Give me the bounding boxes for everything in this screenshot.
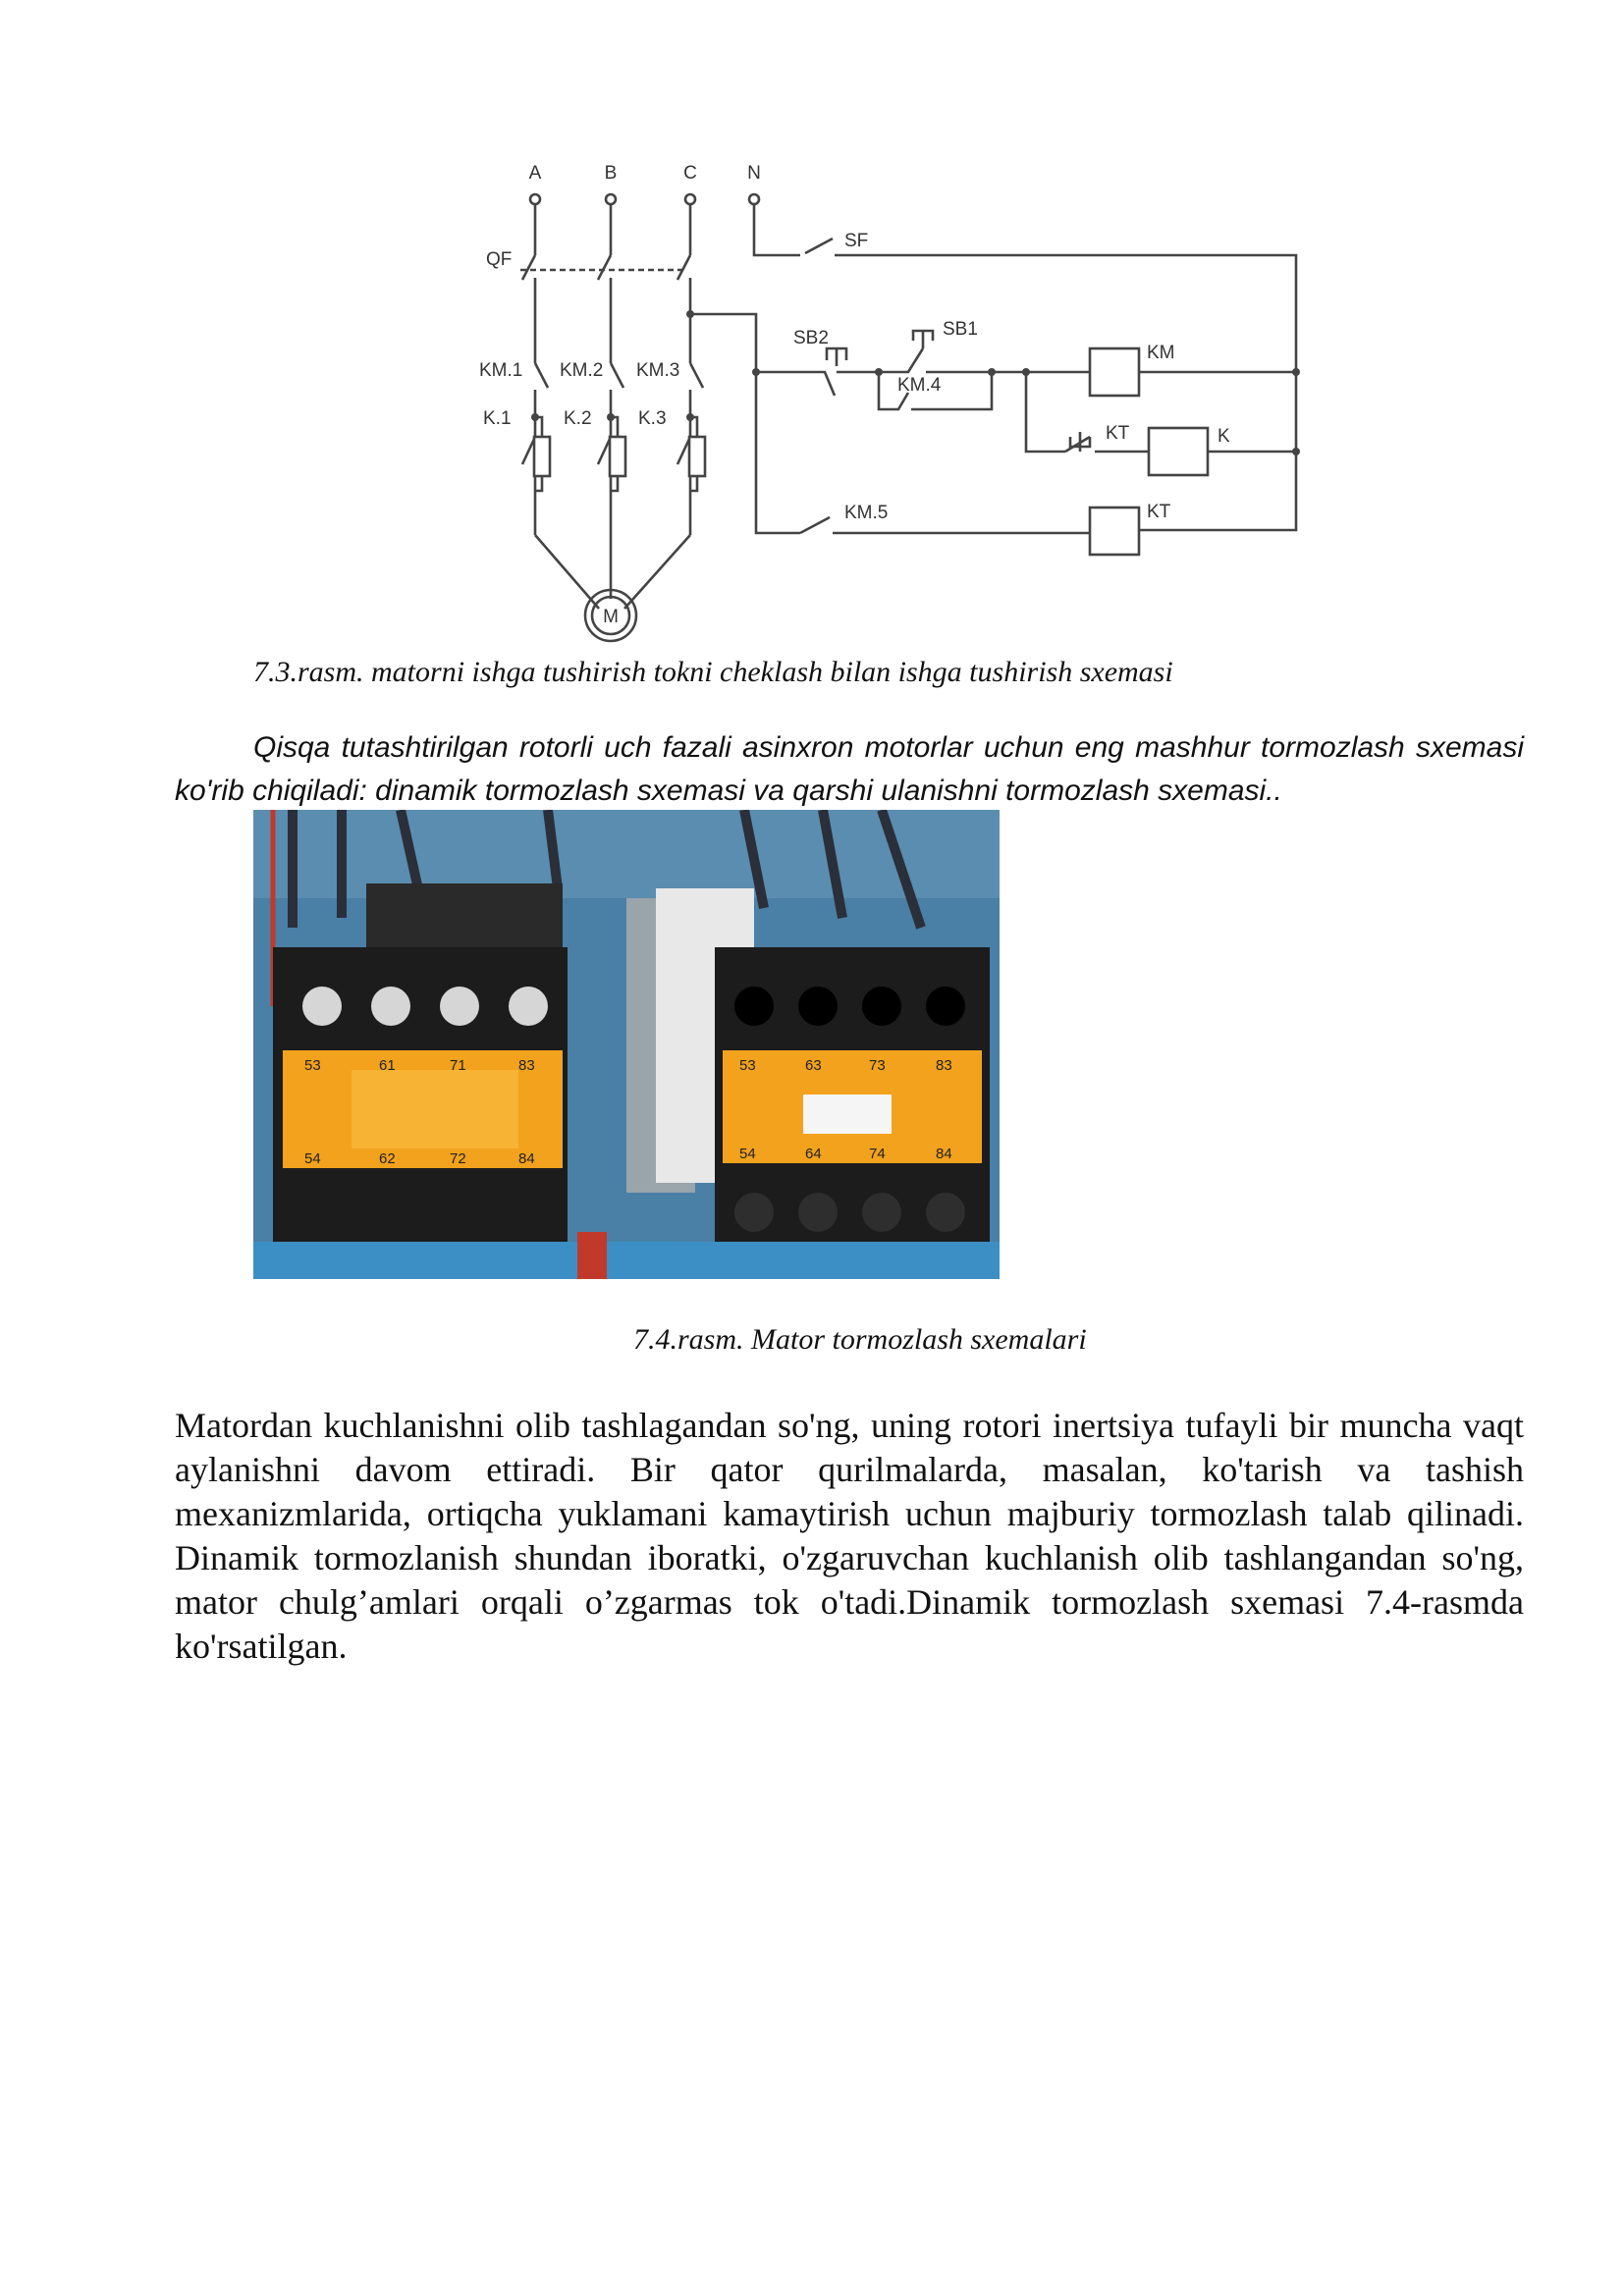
left-label-53: 53 xyxy=(304,1057,321,1074)
contactor-photo xyxy=(253,810,1000,1279)
label-km3: KM.3 xyxy=(636,360,680,381)
phase-terminals xyxy=(530,194,759,204)
figure-caption-7-4: 7.4.rasm. Mator tormozlash sxemalari xyxy=(633,1323,1087,1356)
phase-label-n: N xyxy=(747,163,761,184)
label-km: KM xyxy=(1147,343,1175,363)
label-motor: M xyxy=(603,607,619,627)
label-km5: KM.5 xyxy=(844,503,889,523)
left-label-61: 61 xyxy=(379,1057,396,1074)
phase-label-a: A xyxy=(528,163,542,184)
current-limiting-resistors xyxy=(534,437,705,476)
right-label-63: 63 xyxy=(805,1057,822,1074)
label-kt-coil: KT xyxy=(1147,502,1171,522)
label-km2: KM.2 xyxy=(560,360,604,381)
body-paragraph: Matordan kuchlanishni olib tashlagandan so'ng, uning rotori inertsiya tufayli bir muncha vaqt aylanishni davom ettiradi. Bir qator qurilmalarda, masalan, ko'tarish va tashish mexanizmlarida, ortiqcha yuklamani kamaytirish uchun majburiy tormozlash talab qilinadi. Dinamik tormozlanish shundan iboratki, o'zgaruvchan kuchlanish olib tashlangandan so'ng, mator chulg’amlari orqali o’zgarmas tok o'tadi.Dinamik tormozlash sxemasi 7.4-rasmda ko'rsatilgan. xyxy=(175,1406,1524,1666)
phase-label-c: C xyxy=(683,163,697,184)
left-label-62: 62 xyxy=(379,1150,396,1167)
phase-label-b: B xyxy=(604,163,618,184)
left-label-72: 72 xyxy=(450,1150,466,1167)
main-power-lines xyxy=(520,204,703,609)
right-label-64: 64 xyxy=(805,1146,822,1162)
left-label-54: 54 xyxy=(304,1150,321,1167)
figure-caption-7-3: 7.3.rasm. matorni ishga tushirish tokni cheklash bilan ishga tushirish sxemasi xyxy=(253,656,1173,688)
label-k1: K.1 xyxy=(483,408,512,429)
label-sb1: SB1 xyxy=(943,319,978,340)
label-k2: K.2 xyxy=(564,408,592,429)
left-label-84: 84 xyxy=(518,1150,535,1167)
left-label-83: 83 xyxy=(518,1057,535,1074)
label-sb2: SB2 xyxy=(793,328,829,348)
label-sf: SF xyxy=(844,231,869,251)
right-label-53: 53 xyxy=(739,1057,756,1074)
label-km1: KM.1 xyxy=(479,360,523,381)
label-qf: QF xyxy=(486,249,513,270)
label-k: K xyxy=(1218,426,1230,447)
right-label-73: 73 xyxy=(869,1057,886,1074)
intro-italic-paragraph: Qisqa tutashtirilgan rotorli uch fazali asinxron motorlar uchun eng mashhur tormozlash sxemasi ko'rib chiqiladi: dinamik tormozlash sxemasi va qarshi ulanishni tormozlash sxemasi.. xyxy=(175,731,1524,807)
right-label-84: 84 xyxy=(936,1146,952,1162)
right-label-54: 54 xyxy=(739,1146,756,1162)
right-label-83: 83 xyxy=(936,1057,952,1074)
right-label-74: 74 xyxy=(869,1146,886,1162)
left-label-71: 71 xyxy=(450,1057,466,1074)
label-km4: KM.4 xyxy=(897,375,942,396)
label-k3: K.3 xyxy=(638,408,667,429)
starting-circuit-schematic xyxy=(461,152,1306,658)
label-kt-contact: KT xyxy=(1106,423,1130,444)
